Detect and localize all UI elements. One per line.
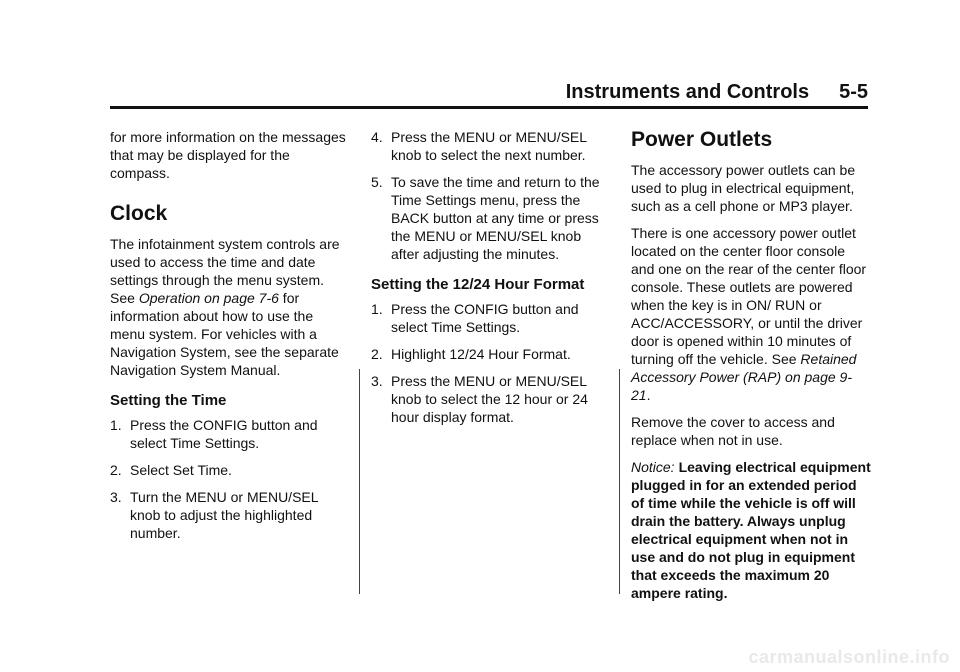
list-item xyxy=(110,488,350,542)
clock-page-ref: Operation on page 7-6 xyxy=(138,290,279,306)
outlets-paragraph-2 xyxy=(631,224,871,404)
step-number: 1. xyxy=(371,301,383,317)
clock-text-a: The infotainment system controls are used to access the time and date settings through the menu system. See xyxy=(110,236,340,306)
step-number: 1. xyxy=(110,417,122,433)
step-number: 4. xyxy=(371,129,383,145)
rap-page-ref: Retained Accessory Power (RAP) on page 9-21 xyxy=(631,351,857,403)
step-text: Turn the MENU or MENU/SEL knob to adjust the highlighted number. xyxy=(130,489,319,541)
notice-paragraph xyxy=(631,458,871,602)
step-text: Select Set Time. xyxy=(130,462,232,478)
list-item xyxy=(110,416,350,452)
clock-paragraph xyxy=(110,235,350,379)
step-text: Press the CONFIG button and select Time Settings. xyxy=(391,301,579,335)
clock-heading: Clock xyxy=(110,202,168,225)
step-number: 2. xyxy=(110,462,122,478)
column-divider-left xyxy=(359,369,360,594)
list-item xyxy=(371,128,608,164)
step-number: 3. xyxy=(110,489,122,505)
setting-time-heading: Setting the Time xyxy=(110,392,227,409)
header-rule xyxy=(110,106,868,109)
notice-text: Leaving electrical equipment plugged in for an extended period of time while the vehicle is off will drain the battery. Always unplug electrical equipment when not in use and do not plug in equipment that exceeds the maximum 20 ampere rating. xyxy=(631,459,871,601)
column-right xyxy=(631,128,871,611)
outlets-paragraph-3: Remove the cover to access and replace when not in use. xyxy=(631,414,835,448)
outlets-paragraph-1: The accessory power outlets can be used to plug in electrical equipment, such as a cell phone or MP3 player. xyxy=(631,162,856,214)
format-heading: Setting the 12/24 Hour Format xyxy=(371,276,585,293)
list-item xyxy=(371,372,608,426)
column-middle xyxy=(371,128,608,435)
section-title: Instruments and Controls xyxy=(565,81,810,103)
step-number: 5. xyxy=(371,174,383,190)
step-text: Highlight 12/24 Hour Format. xyxy=(391,346,571,362)
header-text xyxy=(110,80,868,104)
intro-paragraph: for more information on the messages that may be displayed for the compass. xyxy=(110,129,346,181)
list-item xyxy=(371,345,608,363)
page-header xyxy=(110,80,868,109)
list-item xyxy=(110,461,350,479)
step-text: Press the MENU or MENU/SEL knob to select the next number. xyxy=(391,129,587,163)
list-item xyxy=(371,300,608,336)
step-text: Press the CONFIG button and select Time Settings. xyxy=(130,417,318,451)
list-item xyxy=(371,173,608,263)
watermark: carmanualsonline.info xyxy=(748,647,950,667)
outlets-text-b: . xyxy=(646,387,651,403)
step-number: 3. xyxy=(371,373,383,389)
step-text: To save the time and return to the Time Settings menu, press the BACK button at any time or press the MENU or MENU/SEL knob after adjusting the minutes. xyxy=(391,174,600,262)
page-number: 5-5 xyxy=(839,81,868,103)
outlets-text-a: There is one accessory power outlet located on the center floor console and one on the rear of the center floor console. These outlets are powered when the key is in ON/ RUN or ACC/ACCESSORY, or until the driver door is opened within 10 minutes of turning off the vehicle. See xyxy=(631,225,867,367)
clock-text-b: for information about how to use the menu system. For vehicles with a Navigation System, see the separate Navigation System Manual. xyxy=(110,290,339,378)
step-text: Press the MENU or MENU/SEL knob to select the 12 hour or 24 hour display format. xyxy=(391,373,588,425)
step-number: 2. xyxy=(371,346,383,362)
power-outlets-heading: Power Outlets xyxy=(631,128,773,151)
column-left xyxy=(110,128,350,551)
notice-label: Notice: xyxy=(631,459,675,475)
column-divider-right xyxy=(619,369,620,594)
